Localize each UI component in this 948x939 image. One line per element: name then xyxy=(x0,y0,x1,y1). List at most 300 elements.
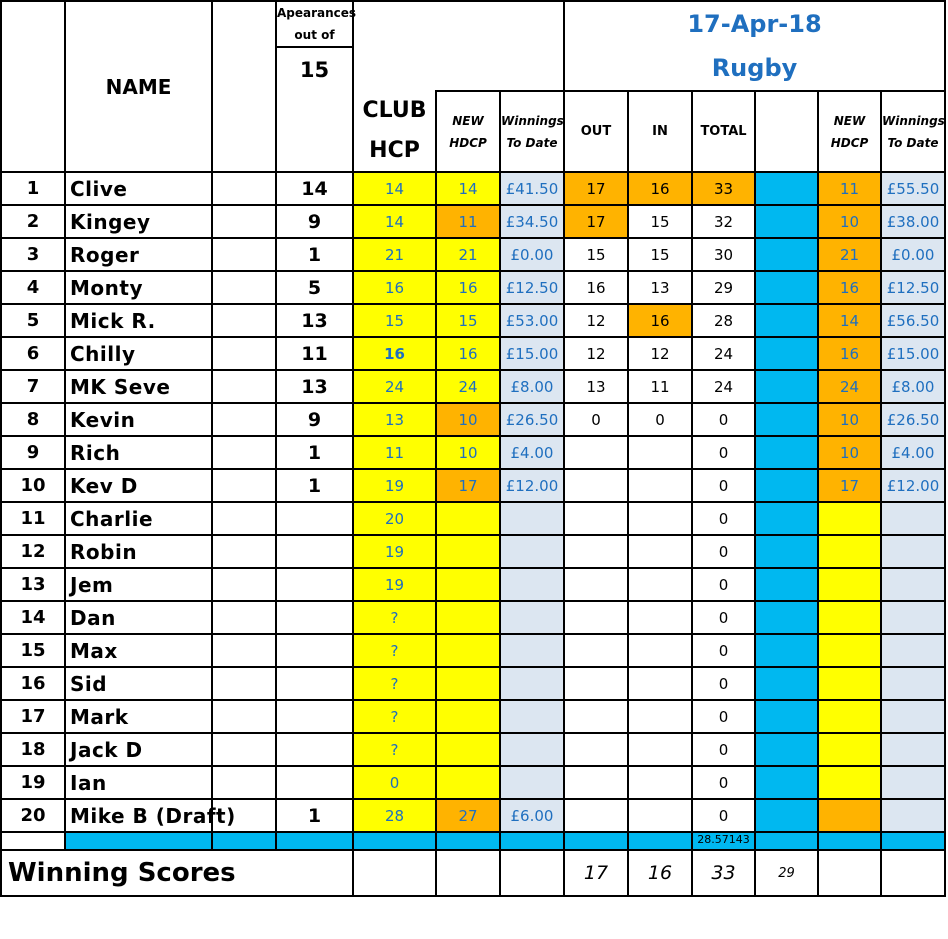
club-hcp-cell: 19 xyxy=(353,535,436,568)
blank-cell xyxy=(212,502,276,535)
new-hdcp2-header xyxy=(818,91,881,172)
in-cell: 13 xyxy=(628,271,692,304)
player-number: 14 xyxy=(1,601,65,634)
total-cell: 0 xyxy=(692,700,755,733)
player-name: Max xyxy=(65,634,212,667)
blank-cell xyxy=(212,337,276,370)
winnings2-line2: To Date xyxy=(887,135,939,150)
in-cell xyxy=(628,799,692,832)
in-cell xyxy=(628,634,692,667)
new-hdcp-line1: NEW xyxy=(452,113,484,128)
total-cell: 0 xyxy=(692,601,755,634)
in-cell: 11 xyxy=(628,370,692,403)
player-number: 12 xyxy=(1,535,65,568)
table-row xyxy=(1,469,945,502)
club-hcp-line2: HCP xyxy=(369,138,420,163)
blank-cell xyxy=(212,271,276,304)
player-number: 5 xyxy=(1,304,65,337)
round-info xyxy=(564,1,945,91)
summary-blank-cell xyxy=(436,850,500,896)
player-number: 4 xyxy=(1,271,65,304)
winnings-cell xyxy=(500,667,564,700)
club-hcp-cell: ? xyxy=(353,601,436,634)
winnings-cell: £6.00 xyxy=(500,799,564,832)
player-number: 7 xyxy=(1,370,65,403)
player-number: 8 xyxy=(1,403,65,436)
winnings2-cell xyxy=(881,634,945,667)
total-cell: 0 xyxy=(692,403,755,436)
player-name: Dan xyxy=(65,601,212,634)
appearances-cell xyxy=(276,733,353,766)
club-hcp-cell: ? xyxy=(353,700,436,733)
club-hcp-line1: CLUB xyxy=(362,98,427,123)
cyan-cell xyxy=(755,667,818,700)
blank-cell xyxy=(212,700,276,733)
total-cell: 24 xyxy=(692,370,755,403)
summary-blank-cell xyxy=(881,850,945,896)
table-row xyxy=(1,700,945,733)
in-cell: 0 xyxy=(628,403,692,436)
player-number: 9 xyxy=(1,436,65,469)
club-hcp-cell: 13 xyxy=(353,403,436,436)
player-name: Ian xyxy=(65,766,212,799)
winnings-cell xyxy=(500,535,564,568)
club-hcp-cell: 16 xyxy=(353,337,436,370)
winnings2-cell xyxy=(881,667,945,700)
in-cell xyxy=(628,436,692,469)
winnings-line1: Winnings xyxy=(501,113,564,128)
table-row xyxy=(1,502,945,535)
out-cell: 12 xyxy=(564,337,628,370)
summary-cyan-cell xyxy=(881,832,945,850)
player-name: Roger xyxy=(65,238,212,271)
winnings2-cell: £55.50 xyxy=(881,172,945,205)
new-hdcp2-cell: 11 xyxy=(818,172,881,205)
out-cell xyxy=(564,535,628,568)
winnings2-cell xyxy=(881,766,945,799)
appearances-cell xyxy=(276,634,353,667)
blank-cell xyxy=(212,634,276,667)
club-hcp-cell: 14 xyxy=(353,205,436,238)
player-number: 3 xyxy=(1,238,65,271)
table-row xyxy=(1,238,945,271)
cyan-cell xyxy=(755,568,818,601)
cyan-cell xyxy=(755,370,818,403)
out-cell xyxy=(564,700,628,733)
appearances-cell: 1 xyxy=(276,799,353,832)
cyan-cell xyxy=(755,733,818,766)
new-hdcp-cell: 27 xyxy=(436,799,500,832)
winnings-cell: £12.00 xyxy=(500,469,564,502)
out-cell: 13 xyxy=(564,370,628,403)
table-row xyxy=(1,172,945,205)
winnings2-cell: £15.00 xyxy=(881,337,945,370)
new-hdcp-line2: HDCP xyxy=(449,135,487,150)
in-cell: 16 xyxy=(628,304,692,337)
winnings-cell xyxy=(500,766,564,799)
winnings2-cell: £12.00 xyxy=(881,469,945,502)
out-cell xyxy=(564,667,628,700)
club-hcp-cell: 24 xyxy=(353,370,436,403)
new-hdcp2-cell: 10 xyxy=(818,205,881,238)
player-name: Sid xyxy=(65,667,212,700)
winnings2-cell: £8.00 xyxy=(881,370,945,403)
player-number: 1 xyxy=(1,172,65,205)
new-hdcp2-line1: NEW xyxy=(833,113,866,128)
new-hdcp2-cell: 24 xyxy=(818,370,881,403)
out-header: OUT xyxy=(564,91,628,172)
club-hcp-cell: 21 xyxy=(353,238,436,271)
new-hdcp2-cell: 16 xyxy=(818,271,881,304)
total-cell: 29 xyxy=(692,271,755,304)
player-name: Rich xyxy=(65,436,212,469)
new-hdcp-cell: 10 xyxy=(436,436,500,469)
player-rows xyxy=(1,172,945,832)
winning-in: 16 xyxy=(628,850,692,896)
cyan-cell xyxy=(755,700,818,733)
out-cell xyxy=(564,799,628,832)
new-hdcp2-cell xyxy=(818,634,881,667)
in-cell: 16 xyxy=(628,172,692,205)
winnings2-cell xyxy=(881,502,945,535)
out-cell: 17 xyxy=(564,172,628,205)
summary-blank-cell xyxy=(353,850,436,896)
blank-cell xyxy=(212,766,276,799)
winnings2-cell xyxy=(881,568,945,601)
appearances-cell: 1 xyxy=(276,238,353,271)
header-blank-cell xyxy=(212,1,276,172)
appearances-cell: 5 xyxy=(276,271,353,304)
new-hdcp-cell: 11 xyxy=(436,205,500,238)
player-number: 10 xyxy=(1,469,65,502)
total-header: TOTAL xyxy=(692,91,755,172)
club-hcp-cell: 11 xyxy=(353,436,436,469)
header-blank-cell xyxy=(353,1,436,91)
new-hdcp2-cell xyxy=(818,568,881,601)
total-cell: 33 xyxy=(692,172,755,205)
summary-blank-cell xyxy=(1,832,65,850)
winnings-cell: £8.00 xyxy=(500,370,564,403)
summary-cyan-cell xyxy=(500,832,564,850)
out-cell: 15 xyxy=(564,238,628,271)
out-cell: 12 xyxy=(564,304,628,337)
table-row xyxy=(1,205,945,238)
player-name: Monty xyxy=(65,271,212,304)
blank-cell xyxy=(212,205,276,238)
table-row xyxy=(1,271,945,304)
header-blank-cell xyxy=(755,91,818,172)
cyan-cell xyxy=(755,634,818,667)
winnings2-cell: £26.50 xyxy=(881,403,945,436)
new-hdcp-cell: 15 xyxy=(436,304,500,337)
out-cell xyxy=(564,634,628,667)
winnings2-cell: £38.00 xyxy=(881,205,945,238)
summary-blank-cell xyxy=(818,850,881,896)
appearances-header-line2: out of xyxy=(294,28,335,42)
appearances-cell: 14 xyxy=(276,172,353,205)
winnings2-header xyxy=(881,91,945,172)
new-hdcp-cell xyxy=(436,601,500,634)
winnings-cell: £53.00 xyxy=(500,304,564,337)
winnings2-cell xyxy=(881,535,945,568)
winnings2-cell xyxy=(881,601,945,634)
player-name: Clive xyxy=(65,172,212,205)
total-cell: 0 xyxy=(692,502,755,535)
total-cell: 28 xyxy=(692,304,755,337)
player-number: 6 xyxy=(1,337,65,370)
out-cell: 17 xyxy=(564,205,628,238)
new-hdcp-cell: 17 xyxy=(436,469,500,502)
player-name: Robin xyxy=(65,535,212,568)
new-hdcp2-line2: HDCP xyxy=(830,135,869,150)
out-cell xyxy=(564,733,628,766)
winnings-cell: £15.00 xyxy=(500,337,564,370)
out-cell: 16 xyxy=(564,271,628,304)
appearances-total: 15 xyxy=(276,47,353,172)
winnings-cell xyxy=(500,634,564,667)
winnings-cell xyxy=(500,700,564,733)
new-hdcp2-cell xyxy=(818,667,881,700)
winning-total: 33 xyxy=(692,850,755,896)
winnings2-cell: £0.00 xyxy=(881,238,945,271)
cyan-cell xyxy=(755,271,818,304)
new-hdcp2-cell xyxy=(818,799,881,832)
appearances-cell: 11 xyxy=(276,337,353,370)
winnings2-cell xyxy=(881,700,945,733)
winnings-line2: To Date xyxy=(506,135,558,150)
appearances-cell xyxy=(276,766,353,799)
out-cell xyxy=(564,502,628,535)
in-cell: 12 xyxy=(628,337,692,370)
player-number: 15 xyxy=(1,634,65,667)
appearances-cell: 13 xyxy=(276,370,353,403)
in-cell: 15 xyxy=(628,205,692,238)
appearances-cell: 9 xyxy=(276,403,353,436)
player-name: Kingey xyxy=(65,205,212,238)
new-hdcp-cell xyxy=(436,733,500,766)
club-hcp-cell: 28 xyxy=(353,799,436,832)
summary-cyan-cell xyxy=(436,832,500,850)
club-hcp-cell: 0 xyxy=(353,766,436,799)
new-hdcp2-cell: 10 xyxy=(818,436,881,469)
winnings2-cell: £4.00 xyxy=(881,436,945,469)
table-row xyxy=(1,370,945,403)
player-name: Kevin xyxy=(65,403,212,436)
in-cell xyxy=(628,469,692,502)
winnings-cell: £12.50 xyxy=(500,271,564,304)
cyan-cell xyxy=(755,205,818,238)
winnings-cell: £0.00 xyxy=(500,238,564,271)
table-row xyxy=(1,436,945,469)
new-hdcp-cell xyxy=(436,667,500,700)
table-row xyxy=(1,403,945,436)
table-row xyxy=(1,766,945,799)
player-number: 13 xyxy=(1,568,65,601)
total-cell: 32 xyxy=(692,205,755,238)
winnings-cell xyxy=(500,502,564,535)
in-cell xyxy=(628,766,692,799)
club-hcp-cell: ? xyxy=(353,667,436,700)
player-name: Jack D xyxy=(65,733,212,766)
new-hdcp2-cell: 21 xyxy=(818,238,881,271)
table-row xyxy=(1,667,945,700)
winnings-cell: £26.50 xyxy=(500,403,564,436)
club-hcp-cell: ? xyxy=(353,634,436,667)
table-row xyxy=(1,535,945,568)
winning-scores-label: Winning Scores xyxy=(1,850,353,896)
new-hdcp-cell: 24 xyxy=(436,370,500,403)
new-hdcp-cell: 14 xyxy=(436,172,500,205)
cyan-cell xyxy=(755,469,818,502)
appearances-header-line1: Apearances xyxy=(277,6,357,20)
cyan-cell xyxy=(755,172,818,205)
new-hdcp-cell: 10 xyxy=(436,403,500,436)
winnings2-cell: £56.50 xyxy=(881,304,945,337)
new-hdcp-header xyxy=(436,91,500,172)
player-number: 11 xyxy=(1,502,65,535)
blank-cell xyxy=(212,733,276,766)
appearances-cell xyxy=(276,700,353,733)
total-cell: 0 xyxy=(692,568,755,601)
table-row xyxy=(1,733,945,766)
blank-cell xyxy=(212,568,276,601)
header-blank-cell xyxy=(1,1,65,172)
new-hdcp2-cell xyxy=(818,766,881,799)
new-hdcp2-cell xyxy=(818,733,881,766)
summary-cyan-cell xyxy=(628,832,692,850)
header-blank-cell xyxy=(436,1,564,91)
winnings2-line1: Winnings xyxy=(882,113,945,128)
cyan-cell xyxy=(755,304,818,337)
out-cell xyxy=(564,766,628,799)
new-hdcp-cell xyxy=(436,634,500,667)
club-hcp-cell: 15 xyxy=(353,304,436,337)
blank-cell xyxy=(212,172,276,205)
new-hdcp-cell xyxy=(436,502,500,535)
new-hdcp-cell: 16 xyxy=(436,337,500,370)
blank-cell xyxy=(212,304,276,337)
summary-cyan-cell xyxy=(65,832,212,850)
table-row xyxy=(1,337,945,370)
total-cell: 0 xyxy=(692,469,755,502)
player-number: 20 xyxy=(1,799,65,832)
in-cell xyxy=(628,667,692,700)
table-row xyxy=(1,304,945,337)
club-hcp-cell: ? xyxy=(353,733,436,766)
appearances-cell xyxy=(276,568,353,601)
appearances-cell: 1 xyxy=(276,436,353,469)
new-hdcp2-cell xyxy=(818,601,881,634)
round-date: 17-Apr-18 xyxy=(687,10,822,38)
summary-blank-cell xyxy=(500,850,564,896)
winnings-cell: £34.50 xyxy=(500,205,564,238)
player-name: Mick R. xyxy=(65,304,212,337)
table-row xyxy=(1,634,945,667)
appearances-cell xyxy=(276,535,353,568)
appearances-cell: 9 xyxy=(276,205,353,238)
player-number: 2 xyxy=(1,205,65,238)
summary-cyan-cell xyxy=(564,832,628,850)
cyan-cell xyxy=(755,403,818,436)
winning-extra: 29 xyxy=(755,850,818,896)
total-cell: 0 xyxy=(692,436,755,469)
winnings-header xyxy=(500,91,564,172)
total-cell: 0 xyxy=(692,634,755,667)
cyan-cell xyxy=(755,238,818,271)
new-hdcp2-cell: 14 xyxy=(818,304,881,337)
player-number: 17 xyxy=(1,700,65,733)
cyan-cell xyxy=(755,535,818,568)
player-name: Chilly xyxy=(65,337,212,370)
new-hdcp2-cell: 10 xyxy=(818,403,881,436)
total-cell: 0 xyxy=(692,535,755,568)
new-hdcp2-cell: 16 xyxy=(818,337,881,370)
total-cell: 0 xyxy=(692,733,755,766)
table-row xyxy=(1,799,945,832)
new-hdcp-cell xyxy=(436,568,500,601)
winnings-cell: £4.00 xyxy=(500,436,564,469)
blank-cell xyxy=(212,667,276,700)
player-name: Charlie xyxy=(65,502,212,535)
total-cell: 0 xyxy=(692,766,755,799)
blank-cell xyxy=(212,238,276,271)
in-cell xyxy=(628,568,692,601)
summary-cyan-cell xyxy=(353,832,436,850)
winnings2-cell: £12.50 xyxy=(881,271,945,304)
blank-cell xyxy=(212,469,276,502)
new-hdcp2-cell xyxy=(818,502,881,535)
in-cell xyxy=(628,601,692,634)
average-total: 28.57143 xyxy=(692,832,755,850)
winnings-cell xyxy=(500,733,564,766)
cyan-cell xyxy=(755,436,818,469)
in-cell xyxy=(628,733,692,766)
cyan-cell xyxy=(755,502,818,535)
winnings2-cell xyxy=(881,733,945,766)
appearances-cell: 13 xyxy=(276,304,353,337)
player-name: Mark xyxy=(65,700,212,733)
player-name: Kev D xyxy=(65,469,212,502)
round-course: Rugby xyxy=(711,54,798,82)
appearances-cell: 1 xyxy=(276,469,353,502)
total-cell: 30 xyxy=(692,238,755,271)
out-cell: 0 xyxy=(564,403,628,436)
club-hcp-cell: 20 xyxy=(353,502,436,535)
winnings2-cell xyxy=(881,799,945,832)
player-name: Mike B (Draft) xyxy=(65,799,212,832)
player-number: 19 xyxy=(1,766,65,799)
cyan-cell xyxy=(755,337,818,370)
new-hdcp2-cell xyxy=(818,700,881,733)
summary-cyan-cell xyxy=(276,832,353,850)
in-header: IN xyxy=(628,91,692,172)
winning-out: 17 xyxy=(564,850,628,896)
in-cell: 15 xyxy=(628,238,692,271)
club-hcp-cell: 19 xyxy=(353,469,436,502)
in-cell xyxy=(628,502,692,535)
out-cell xyxy=(564,568,628,601)
winnings-cell xyxy=(500,601,564,634)
club-hcp-cell: 14 xyxy=(353,172,436,205)
blank-cell xyxy=(212,403,276,436)
player-name: MK Seve xyxy=(65,370,212,403)
appearances-cell xyxy=(276,601,353,634)
out-cell xyxy=(564,469,628,502)
blank-cell xyxy=(212,370,276,403)
new-hdcp-cell xyxy=(436,535,500,568)
new-hdcp2-cell: 17 xyxy=(818,469,881,502)
appearances-header xyxy=(276,1,357,47)
